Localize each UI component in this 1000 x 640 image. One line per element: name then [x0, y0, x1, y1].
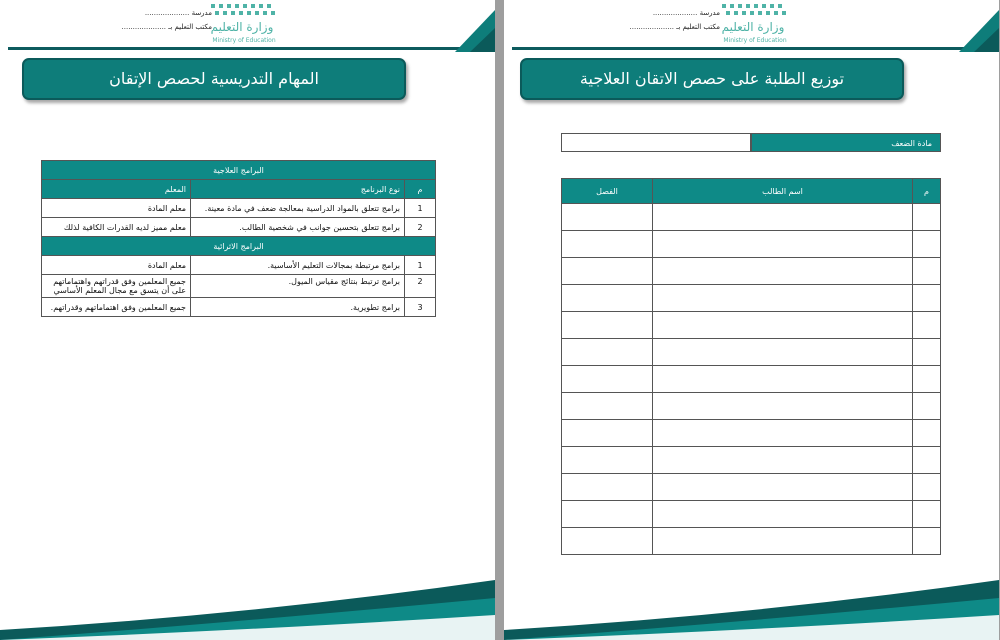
- weak-subject-field: [561, 133, 941, 152]
- cell-class[interactable]: [562, 312, 653, 339]
- table-row: [562, 528, 941, 555]
- ministry-name: وزارة التعليم: [210, 20, 274, 34]
- left-page-title: المهام التدريسية لحصص الإتقان: [22, 58, 406, 100]
- students-table: [561, 178, 941, 555]
- cell-num[interactable]: [913, 258, 941, 285]
- table-row: [562, 312, 941, 339]
- table-row: [562, 285, 941, 312]
- table-row: [562, 474, 941, 501]
- cell-num[interactable]: [913, 339, 941, 366]
- corner-decoration: [919, 0, 999, 52]
- table-row: 1 برامج مرتبطة بمجالات التعليم الأساسية. معلم المادة: [42, 256, 436, 275]
- table-row: [562, 420, 941, 447]
- cell-num[interactable]: [913, 231, 941, 258]
- table-row: 2 برامج تتعلق بتحسين جوانب في شخصية الطالب. معلم مميز لديه القدرات الكافية لذلك: [42, 218, 436, 237]
- corner-decoration: [415, 0, 495, 52]
- cell-class[interactable]: [562, 393, 653, 420]
- office-value: ....................: [121, 23, 167, 31]
- table-row: 3 برامج تطويرية. جميع المعلمين وفق اهتماماتهم وقدراتهم.: [42, 298, 436, 317]
- ministry-name-en: Ministry of Education: [212, 37, 276, 44]
- cell-num[interactable]: [913, 474, 941, 501]
- table-row: [562, 231, 941, 258]
- table-row: 1 برامج تتعلق بالمواد الدراسية بمعالجة ضعف في مادة معينة. معلم المادة: [42, 199, 436, 218]
- cell-num[interactable]: [913, 528, 941, 555]
- cell-class[interactable]: [562, 447, 653, 474]
- cell-num[interactable]: [913, 285, 941, 312]
- cell-class[interactable]: [562, 420, 653, 447]
- section-title-enrichment: البرامج الاثرائية: [42, 237, 436, 256]
- table-row: [562, 393, 941, 420]
- cell-student-name[interactable]: [653, 528, 913, 555]
- ministry-logo: [716, 2, 796, 50]
- cell-num[interactable]: [913, 501, 941, 528]
- cell-class[interactable]: [562, 474, 653, 501]
- school-label: مدرسة: [191, 9, 212, 17]
- cell-student-name[interactable]: [653, 420, 913, 447]
- cell-student-name[interactable]: [653, 366, 913, 393]
- table-row: [562, 258, 941, 285]
- students-body: [562, 204, 941, 555]
- cell-student-name[interactable]: [653, 231, 913, 258]
- office-label: مكتب التعليم بـ: [676, 23, 720, 31]
- cell-student-name[interactable]: [653, 285, 913, 312]
- header-info: [600, 6, 720, 34]
- col-type: نوع البرنامج: [191, 180, 405, 199]
- table-row: [562, 204, 941, 231]
- cell-student-name[interactable]: [653, 312, 913, 339]
- cell-class[interactable]: [562, 258, 653, 285]
- office-value: ....................: [629, 23, 675, 31]
- logo-dots-icon: [209, 2, 279, 18]
- right-page-title: توزيع الطلبة على حصص الاتقان العلاجية: [520, 58, 904, 100]
- col-num: م: [405, 180, 436, 199]
- cell-num[interactable]: [913, 447, 941, 474]
- cell-student-name[interactable]: [653, 393, 913, 420]
- cell-num[interactable]: [913, 420, 941, 447]
- cell-num[interactable]: [913, 312, 941, 339]
- cell-student-name[interactable]: [653, 204, 913, 231]
- table-row: [562, 501, 941, 528]
- cell-class[interactable]: [562, 366, 653, 393]
- tasks-table: [41, 160, 436, 317]
- table-row: [562, 339, 941, 366]
- ministry-name-en: Ministry of Education: [723, 37, 787, 44]
- header-info: [92, 6, 212, 34]
- footer-wave: [0, 560, 495, 640]
- col-class: الفصل: [562, 179, 653, 204]
- weak-subject-value[interactable]: [561, 133, 751, 152]
- cell-class[interactable]: [562, 339, 653, 366]
- cell-num[interactable]: [913, 366, 941, 393]
- ministry-name: وزارة التعليم: [721, 20, 785, 34]
- cell-class[interactable]: [562, 285, 653, 312]
- cell-student-name[interactable]: [653, 447, 913, 474]
- table-row: [562, 447, 941, 474]
- school-label: مدرسة: [699, 9, 720, 17]
- right-page: [504, 0, 999, 640]
- office-label: مكتب التعليم بـ: [168, 23, 212, 31]
- ministry-logo: [205, 2, 285, 50]
- table-row: 2 برامج ترتبط بنتائج مقياس الميول. جميع المعلمين وفق قدراتهم واهتماماتهم على أن يتسق مع مجال المعلم الأساسي: [42, 275, 436, 298]
- cell-student-name[interactable]: [653, 501, 913, 528]
- school-value: ....................: [144, 9, 190, 17]
- left-page: [0, 0, 495, 640]
- cell-class[interactable]: [562, 204, 653, 231]
- cell-class[interactable]: [562, 501, 653, 528]
- weak-subject-label: مادة الضعف: [751, 133, 941, 152]
- col-teacher: المعلم: [42, 180, 191, 199]
- cell-student-name[interactable]: [653, 258, 913, 285]
- school-value: ....................: [652, 9, 698, 17]
- section-title-remedial: البرامج العلاجية: [42, 161, 436, 180]
- cell-num[interactable]: [913, 204, 941, 231]
- logo-dots-icon: [720, 2, 790, 18]
- cell-student-name[interactable]: [653, 474, 913, 501]
- cell-class[interactable]: [562, 231, 653, 258]
- cell-student-name[interactable]: [653, 339, 913, 366]
- footer-wave: [504, 560, 999, 640]
- table-row: [562, 366, 941, 393]
- cell-num[interactable]: [913, 393, 941, 420]
- cell-class[interactable]: [562, 528, 653, 555]
- col-student-name: اسم الطالب: [653, 179, 913, 204]
- col-num: م: [913, 179, 941, 204]
